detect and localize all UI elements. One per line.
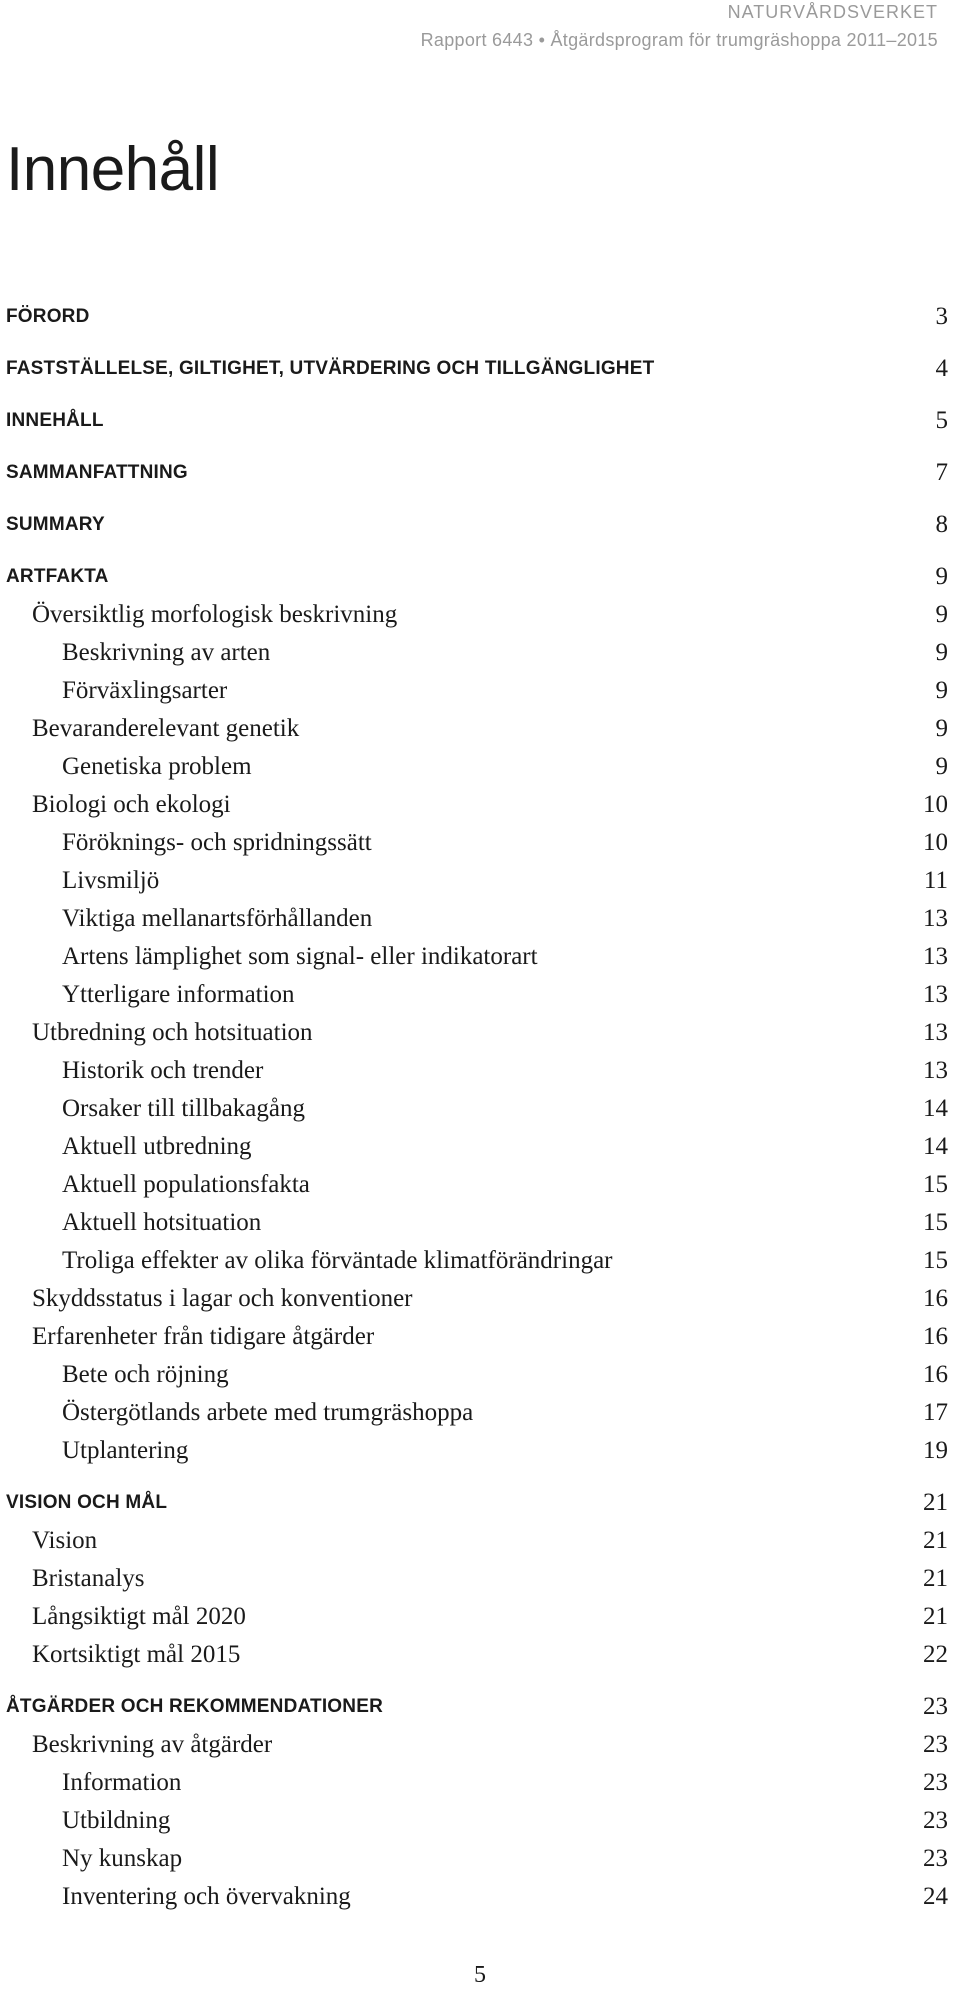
toc-entry-page: 23 xyxy=(923,1693,948,1720)
toc-entry-label: Förväxlingsarter xyxy=(62,677,228,704)
toc-entry-page: 13 xyxy=(923,905,948,932)
toc-entry xyxy=(0,596,960,634)
toc-entry-page: 4 xyxy=(935,355,948,382)
toc-entry-page: 14 xyxy=(923,1133,948,1160)
toc-entry xyxy=(0,1166,960,1204)
toc-entry-label: Vision xyxy=(32,1527,98,1554)
toc-entry-label: Beskrivning av åtgärder xyxy=(32,1731,273,1758)
toc-entry-page: 21 xyxy=(923,1603,948,1630)
toc-entry xyxy=(0,672,960,710)
toc-entry xyxy=(0,786,960,824)
toc-entry-page: 15 xyxy=(923,1247,948,1274)
running-header xyxy=(421,0,938,52)
toc-entry-page: 21 xyxy=(923,1527,948,1554)
toc-entry xyxy=(0,1484,960,1522)
toc-entry xyxy=(0,1090,960,1128)
toc-entry xyxy=(0,1560,960,1598)
toc-entry xyxy=(0,1636,960,1674)
toc-entry xyxy=(0,402,960,440)
toc-entry-label: Bete och röjning xyxy=(62,1361,229,1388)
toc-entry xyxy=(0,1840,960,1878)
toc-entry-page: 23 xyxy=(923,1769,948,1796)
toc-entry-label: Orsaker till tillbakagång xyxy=(62,1095,305,1122)
toc-entry xyxy=(0,824,960,862)
toc-entry xyxy=(0,1688,960,1726)
toc-entry-page: 19 xyxy=(923,1437,948,1464)
toc-entry-page: 9 xyxy=(935,677,948,704)
toc-entry-label: Aktuell populationsfakta xyxy=(62,1171,310,1198)
toc-entry xyxy=(0,454,960,492)
toc-entry xyxy=(0,350,960,388)
toc-entry xyxy=(0,938,960,976)
toc-entry xyxy=(0,976,960,1014)
toc-entry xyxy=(0,1432,960,1470)
toc-entry-page: 3 xyxy=(935,303,948,330)
toc-entry-label: Erfarenheter från tidigare åtgärder xyxy=(32,1323,375,1350)
toc-entry-label: Kortsiktigt mål 2015 xyxy=(32,1641,241,1668)
toc-entry-page: 10 xyxy=(923,791,948,818)
toc-entry-label: FASTSTÄLLELSE, GILTIGHET, UTVÄRDERING OCH TILLGÄNGLIGHET xyxy=(6,358,655,379)
toc-entry xyxy=(0,1522,960,1560)
toc-entry xyxy=(0,1052,960,1090)
table-of-contents xyxy=(0,298,960,1916)
toc-entry-label: Beskrivning av arten xyxy=(62,639,271,666)
toc-entry xyxy=(0,748,960,786)
toc-entry-label: Inventering och övervakning xyxy=(62,1883,351,1910)
toc-entry-label: Föröknings- och spridningssätt xyxy=(62,829,372,856)
page-title: Innehåll xyxy=(6,135,220,204)
toc-entry-page: 23 xyxy=(923,1731,948,1758)
toc-entry-page: 9 xyxy=(935,715,948,742)
toc-entry-label: VISION OCH MÅL xyxy=(6,1492,168,1513)
toc-entry-label: Utbredning och hotsituation xyxy=(32,1019,313,1046)
toc-entry-page: 23 xyxy=(923,1807,948,1834)
toc-entry xyxy=(0,506,960,544)
toc-entry-page: 13 xyxy=(923,1019,948,1046)
toc-entry-page: 9 xyxy=(935,601,948,628)
toc-entry-page: 13 xyxy=(923,1057,948,1084)
toc-entry-label: Biologi och ekologi xyxy=(32,791,231,818)
toc-entry-page: 11 xyxy=(923,867,948,894)
toc-entry-page: 24 xyxy=(923,1883,948,1910)
toc-entry xyxy=(0,1128,960,1166)
toc-entry-page: 16 xyxy=(923,1285,948,1312)
toc-entry-label: Aktuell utbredning xyxy=(62,1133,252,1160)
toc-entry-page: 21 xyxy=(923,1565,948,1592)
toc-entry-label: Genetiska problem xyxy=(62,753,252,780)
toc-entry-page: 23 xyxy=(923,1845,948,1872)
toc-entry-label: Ny kunskap xyxy=(62,1845,183,1872)
toc-entry xyxy=(0,1014,960,1052)
toc-entry-label: Viktiga mellanartsförhållanden xyxy=(62,905,373,932)
toc-entry-page: 17 xyxy=(923,1399,948,1426)
toc-entry-label: SUMMARY xyxy=(6,514,105,535)
toc-entry-label: Information xyxy=(62,1769,182,1796)
toc-entry-label: Aktuell hotsituation xyxy=(62,1209,262,1236)
toc-entry-page: 10 xyxy=(923,829,948,856)
toc-entry xyxy=(0,634,960,672)
toc-entry-label: Historik och trender xyxy=(62,1057,264,1084)
toc-entry xyxy=(0,1318,960,1356)
toc-entry-label: Översiktlig morfologisk beskrivning xyxy=(32,601,398,628)
toc-entry-page: 22 xyxy=(923,1641,948,1668)
toc-entry-label: Troliga effekter av olika förväntade klimatförändringar xyxy=(62,1247,613,1274)
toc-entry-page: 7 xyxy=(935,459,948,486)
toc-entry xyxy=(0,1204,960,1242)
toc-entry-page: 15 xyxy=(923,1209,948,1236)
toc-entry-label: Ytterligare information xyxy=(62,981,295,1008)
toc-entry xyxy=(0,1280,960,1318)
toc-entry xyxy=(0,1764,960,1802)
toc-entry-label: Östergötlands arbete med trumgräshoppa xyxy=(62,1399,474,1426)
toc-entry-page: 5 xyxy=(935,407,948,434)
toc-entry-page: 13 xyxy=(923,943,948,970)
toc-entry xyxy=(0,1356,960,1394)
toc-entry-page: 8 xyxy=(935,511,948,538)
toc-entry xyxy=(0,1802,960,1840)
toc-entry-label: Skyddsstatus i lagar och konventioner xyxy=(32,1285,413,1312)
toc-entry-page: 15 xyxy=(923,1171,948,1198)
toc-entry-label: Bevaranderelevant genetik xyxy=(32,715,300,742)
toc-entry-label: FÖRORD xyxy=(6,306,90,327)
toc-entry xyxy=(0,900,960,938)
toc-entry-label: SAMMANFATTNING xyxy=(6,462,188,483)
toc-entry-page: 9 xyxy=(935,753,948,780)
toc-entry xyxy=(0,558,960,596)
toc-entry-label: ARTFAKTA xyxy=(6,566,109,587)
toc-entry-label: Bristanalys xyxy=(32,1565,145,1592)
toc-entry xyxy=(0,1242,960,1280)
header-report-line: Rapport 6443 • Åtgärdsprogram för trumgräshoppa 2011–2015 xyxy=(420,30,938,50)
toc-entry-label: Utbildning xyxy=(62,1807,171,1834)
toc-entry xyxy=(0,1726,960,1764)
toc-entry-label: Långsiktigt mål 2020 xyxy=(32,1603,246,1630)
toc-entry xyxy=(0,298,960,336)
toc-entry xyxy=(0,862,960,900)
toc-entry xyxy=(0,1598,960,1636)
toc-entry-page: 21 xyxy=(923,1489,948,1516)
header-organization: NATURVÅRDSVERKET xyxy=(727,2,938,22)
toc-entry-page: 13 xyxy=(923,981,948,1008)
toc-entry xyxy=(0,1394,960,1432)
toc-entry-label: INNEHÅLL xyxy=(6,410,104,431)
toc-entry-label: Artens lämplighet som signal- eller indikatorart xyxy=(62,943,538,970)
toc-entry-label: Utplantering xyxy=(62,1437,189,1464)
page-number: 5 xyxy=(474,1962,486,1988)
toc-entry-label: ÅTGÄRDER OCH REKOMMENDATIONER xyxy=(6,1696,383,1717)
toc-entry-page: 9 xyxy=(935,639,948,666)
toc-entry-page: 16 xyxy=(923,1323,948,1350)
toc-entry xyxy=(0,710,960,748)
toc-entry xyxy=(0,1878,960,1916)
toc-entry-page: 16 xyxy=(923,1361,948,1388)
toc-entry-page: 9 xyxy=(935,563,948,590)
toc-entry-label: Livsmiljö xyxy=(62,867,160,894)
toc-entry-page: 14 xyxy=(923,1095,948,1122)
